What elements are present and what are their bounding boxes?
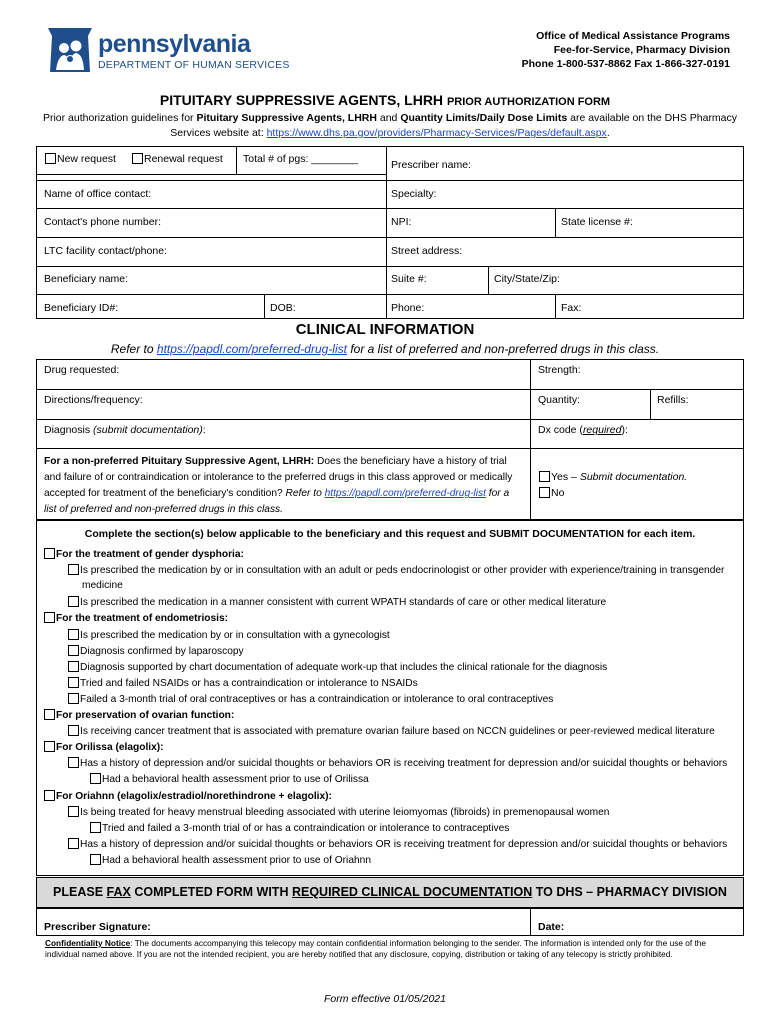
- criteria-text: For Orilissa (elagolix):: [56, 742, 164, 754]
- criteria-item[interactable]: [68, 677, 418, 689]
- fax-word: FAX: [106, 885, 131, 899]
- criteria-checkbox[interactable]: [68, 629, 79, 640]
- criteria-text: Diagnosis supported by chart documentation of adequate work-up that includes the clinical rationale for the diagnosis: [80, 661, 608, 673]
- np-refer: Refer to: [285, 488, 325, 499]
- criteria-checkbox[interactable]: [68, 806, 79, 817]
- dx-code-field[interactable]: [538, 424, 628, 436]
- criteria-checkbox[interactable]: [68, 838, 79, 849]
- criteria-item[interactable]: [68, 629, 390, 641]
- criteria-item[interactable]: [68, 564, 724, 576]
- office-line-2: Fee-for-Service, Pharmacy Division: [553, 44, 730, 56]
- ltc-contact-field[interactable]: LTC facility contact/phone:: [44, 245, 167, 257]
- office-line-1: Office of Medical Assistance Programs: [536, 30, 730, 42]
- criteria-text: Had a behavioral health assessment prior to use of Oriahnn: [102, 854, 371, 866]
- state-license-field[interactable]: State license #:: [561, 216, 633, 228]
- form-title-sub: PRIOR AUTHORIZATION FORM: [446, 96, 611, 108]
- criteria-checkbox[interactable]: [68, 677, 79, 688]
- phone-field[interactable]: Phone:: [391, 302, 425, 314]
- np-yes-label: Yes: [551, 471, 569, 483]
- fax-banner: [36, 877, 744, 908]
- dx-end: ):: [621, 424, 628, 436]
- criteria-text: For the treatment of endometriosis:: [56, 613, 229, 625]
- directions-field[interactable]: Directions/frequency:: [44, 394, 143, 406]
- criteria-item[interactable]: [68, 596, 606, 608]
- fax-post: TO DHS – PHARMACY DIVISION: [532, 885, 727, 899]
- np-bold: For a non-preferred Pituitary Suppressive Agent, LHRH:: [44, 456, 315, 467]
- criteria-item[interactable]: [68, 645, 244, 657]
- criteria-text: Tried and failed NSAIDs or has a contraindication or intolerance to NSAIDs: [80, 677, 418, 689]
- refills-field[interactable]: Refills:: [657, 394, 689, 406]
- intro-part3: are available on the DHS Pharmacy Services website at:: [170, 112, 738, 139]
- renewal-request-label: Renewal request: [144, 153, 223, 165]
- criteria-checkbox[interactable]: [68, 757, 79, 768]
- criteria-checkbox[interactable]: [90, 773, 101, 784]
- criteria-text: For the treatment of gender dysphoria:: [56, 549, 244, 560]
- npi-field[interactable]: NPI:: [391, 216, 412, 228]
- criteria-item[interactable]: [68, 757, 727, 769]
- confidentiality-label: Confidentiality Notice: [45, 938, 131, 948]
- new-request-checkbox[interactable]: [45, 153, 56, 164]
- np-after: for a list of preferred and non-preferred drugs in this class.: [44, 488, 510, 515]
- criteria-checkbox[interactable]: [68, 725, 79, 736]
- specialty-field[interactable]: Specialty:: [391, 188, 437, 200]
- intro-bold2: Quantity Limits/Daily Dose Limits: [400, 112, 568, 124]
- fax-field[interactable]: Fax:: [561, 302, 582, 314]
- new-request-option[interactable]: [45, 153, 116, 165]
- non-preferred-question: [44, 454, 524, 518]
- form-title-main: PITUITARY SUPPRESSIVE AGENTS, LHRH: [159, 92, 444, 108]
- criteria-text: For preservation of ovarian function:: [56, 710, 235, 721]
- form-effective-date: Form effective 01/05/2021: [324, 993, 446, 1005]
- confidentiality-text: : The documents accompanying this telecopy may contain confidential information belonging to the sender. The information is intended only for the use of the individual named above. If you are not the intended recipient, you are hereby notified that any disclosure, copying, distribution or taking of any telecopy is strictly prohibited.: [45, 938, 707, 959]
- clinical-info-title: CLINICAL INFORMATION: [295, 321, 475, 338]
- fax-mid: COMPLETED FORM WITH: [130, 885, 292, 899]
- criteria-text: Is prescribed the medication in a manner consistent with current WPATH standards of care or other medical literature: [80, 597, 607, 609]
- criteria-item[interactable]: [68, 661, 607, 673]
- dhs-pharmacy-link[interactable]: https://www.dhs.pa.gov/providers/Pharmacy-Services/Pages/default.aspx: [266, 127, 607, 139]
- criteria-checkbox[interactable]: [90, 854, 101, 865]
- criteria-text: Has a history of depression and/or suicidal thoughts or behaviors OR is receiving treatment for depression and/or suicidal thoughts or behaviors: [80, 758, 728, 770]
- quantity-field[interactable]: Quantity:: [538, 394, 581, 406]
- drug-requested-field[interactable]: Drug requested:: [44, 364, 120, 376]
- criteria-checkbox[interactable]: [68, 645, 79, 656]
- criteria-checkbox[interactable]: [68, 564, 79, 575]
- renewal-request-option[interactable]: [132, 153, 223, 165]
- criteria-list: [44, 548, 744, 870]
- logo-name: pennsylvania: [98, 30, 251, 58]
- suite-field[interactable]: Suite #:: [391, 273, 427, 285]
- diagnosis-note: (submit documentation): [93, 424, 203, 436]
- new-request-label: New request: [57, 153, 116, 165]
- np-no-option[interactable]: [539, 487, 564, 499]
- criteria-item[interactable]: [82, 580, 123, 591]
- np-pdl-link[interactable]: https://papdl.com/preferred-drug-list: [324, 488, 486, 499]
- clinical-ref-suffix: for a list of preferred and non-preferred drugs in this class.: [346, 342, 660, 356]
- np-no-checkbox[interactable]: [539, 487, 550, 498]
- intro-text: [40, 111, 740, 141]
- criteria-section-header[interactable]: [44, 548, 244, 560]
- dx-required: required: [582, 424, 622, 436]
- prescriber-name-field[interactable]: Prescriber name:: [391, 159, 471, 171]
- criteria-checkbox[interactable]: [44, 709, 55, 720]
- np-yes-note: – Submit documentation.: [568, 471, 688, 483]
- criteria-checkbox[interactable]: [44, 548, 55, 559]
- np-no-label: No: [551, 487, 565, 499]
- intro-bold1: Pituitary Suppressive Agents, LHRH: [196, 112, 377, 124]
- np-text: Does the beneficiary have a history of trial and failure of or contraindication or intolerance to the preferred drugs in this class approved or medically accepted for treatment of the beneficiary's condition?: [44, 456, 513, 499]
- criteria-item[interactable]: [68, 838, 727, 850]
- confidentiality-notice: [45, 938, 735, 960]
- office-info: [522, 29, 730, 71]
- diagnosis-label: Diagnosis: [44, 424, 91, 436]
- renewal-request-checkbox[interactable]: [132, 153, 143, 164]
- criteria-checkbox[interactable]: [90, 822, 101, 833]
- np-yes-checkbox[interactable]: [539, 471, 550, 482]
- criteria-text: Is prescribed the medication by or in consultation with a gynecologist: [80, 629, 390, 641]
- criteria-text: Diagnosis confirmed by laparoscopy: [80, 645, 244, 657]
- street-address-field[interactable]: Street address:: [391, 245, 463, 257]
- criteria-section-header[interactable]: [44, 790, 332, 802]
- criteria-item[interactable]: [90, 773, 369, 785]
- intro-part2: and: [376, 112, 401, 124]
- pdl-link[interactable]: https://papdl.com/preferred-drug-list: [156, 342, 347, 356]
- dhs-logo: [44, 26, 96, 74]
- criteria-text: Is prescribed the medication by or in consultation with an adult or peds endocrinologist or other provider with experience/training in transgender: [80, 565, 725, 577]
- criteria-item[interactable]: [68, 806, 609, 818]
- criteria-checkbox[interactable]: [44, 741, 55, 752]
- criteria-checkbox[interactable]: [68, 596, 79, 607]
- criteria-section-header[interactable]: [44, 709, 234, 721]
- dx-code-label: Dx code (: [538, 424, 583, 436]
- beneficiary-id-field[interactable]: Beneficiary ID#:: [44, 302, 119, 314]
- clinical-ref-prefix: Refer to: [110, 342, 157, 356]
- prescriber-signature-field[interactable]: Prescriber Signature:: [44, 921, 151, 933]
- criteria-section-header[interactable]: [44, 741, 164, 753]
- diagnosis-field[interactable]: Diagnosis (submit documentation):: [44, 424, 206, 436]
- intro-part1: Prior authorization guidelines for: [42, 112, 197, 124]
- form-title: [0, 92, 770, 108]
- criteria-text: Tried and failed a 3-month trial of or has a contraindication or intolerance to contraceptives: [102, 822, 510, 834]
- fax-pre: PLEASE: [53, 885, 107, 899]
- date-field[interactable]: Date:: [538, 921, 565, 933]
- criteria-checkbox[interactable]: [44, 612, 55, 623]
- office-contact-field[interactable]: Name of office contact:: [44, 188, 152, 200]
- criteria-heading: Complete the section(s) below applicable to the beneficiary and this request and SUBMIT DOCUMENTATION for each item.: [84, 528, 696, 540]
- criteria-text: For Oriahnn (elagolix/estradiol/norethindrone + elagolix):: [56, 790, 332, 802]
- criteria-section-header[interactable]: [44, 612, 228, 624]
- criteria-checkbox[interactable]: [68, 661, 79, 672]
- np-yes-option[interactable]: [539, 471, 687, 483]
- criteria-text: Is receiving cancer treatment that is associated with premature ovarian failure based on NCCN guidelines or peer-reviewed medical literature: [80, 726, 715, 738]
- criteria-item[interactable]: [68, 725, 715, 737]
- clinical-ref-text: [0, 342, 770, 356]
- intro-end: .: [606, 127, 610, 139]
- office-line-3: Phone 1-800-537-8862 Fax 1-866-327-0191: [521, 58, 730, 70]
- criteria-text: medicine: [82, 580, 123, 592]
- strength-field[interactable]: Strength:: [538, 364, 581, 376]
- criteria-item[interactable]: [90, 854, 371, 866]
- dob-field[interactable]: DOB:: [270, 302, 296, 314]
- total-pages-field[interactable]: Total # of pgs: ________: [243, 153, 359, 165]
- criteria-item[interactable]: [90, 822, 509, 834]
- criteria-checkbox[interactable]: [44, 790, 55, 801]
- criteria-checkbox[interactable]: [68, 693, 79, 704]
- contact-phone-field[interactable]: Contact's phone number:: [44, 216, 161, 228]
- criteria-text: Has a history of depression and/or suicidal thoughts or behaviors OR is receiving treatment for depression and/or suicidal thoughts or behaviors: [80, 838, 728, 850]
- criteria-text: Failed a 3-month trial of oral contraceptives or has a contraindication or intolerance to oral contraceptives: [80, 693, 554, 705]
- logo-department: DEPARTMENT OF HUMAN SERVICES: [98, 59, 290, 71]
- criteria-text: Is being treated for heavy menstrual bleeding associated with uterine leiomyomas (fibroids) in premenopausal women: [80, 806, 610, 818]
- beneficiary-name-field[interactable]: Beneficiary name:: [44, 273, 129, 285]
- city-state-zip-field[interactable]: City/State/Zip:: [494, 273, 560, 285]
- fax-req: REQUIRED CLINICAL DOCUMENTATION: [291, 885, 533, 899]
- criteria-text: Had a behavioral health assessment prior to use of Orilissa: [102, 774, 369, 786]
- keystone-logo-icon: [44, 26, 96, 74]
- criteria-item[interactable]: [68, 693, 553, 705]
